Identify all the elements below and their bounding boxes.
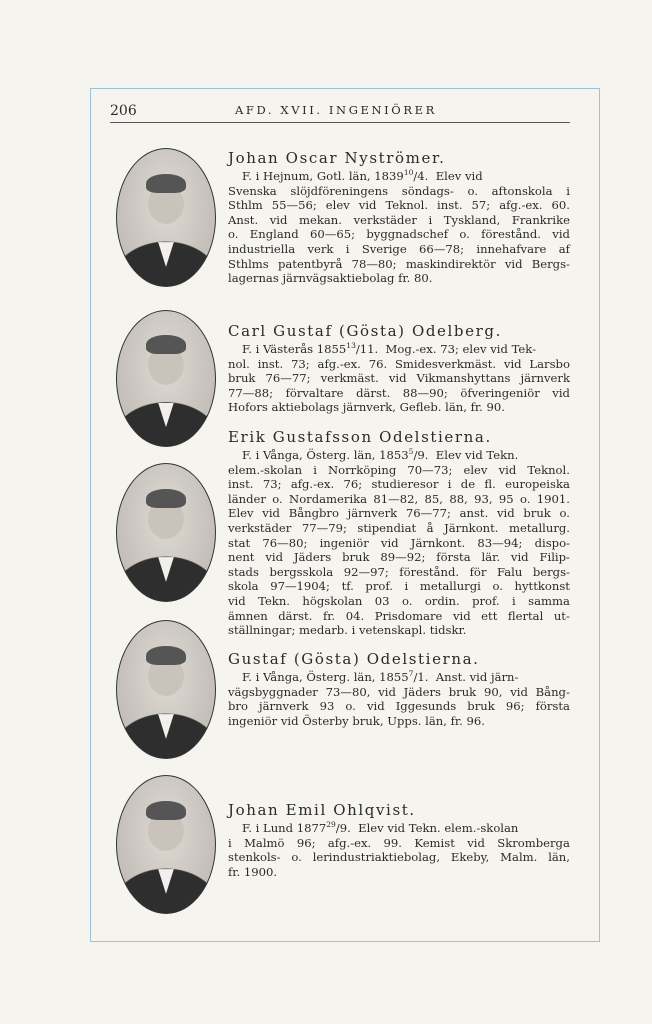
bio-text: F. i Västerås 1855	[242, 342, 347, 356]
portrait-photo-gustaf-odelstierna	[116, 620, 216, 759]
bio-line: ingeniör vid Österby bruk, Upps. län, fr. 96.	[228, 713, 485, 728]
person-name: Erik Gustafsson Odelstierna.	[228, 428, 492, 446]
person-name: Gustaf (Gösta) Odelstierna.	[228, 650, 480, 668]
biography-entry	[228, 322, 570, 415]
bio-line: stads bergsskola 92—97; förestånd. för Falu bergs-	[228, 564, 570, 579]
bio-line	[228, 342, 570, 357]
bio-line: industriella verk i Sverige 66—78; innehafvare af	[228, 241, 570, 256]
birth-day-superscript: 29	[326, 820, 336, 830]
bio-line: nol. inst. 73; afg.-ex. 76. Smidesverkmäst. vid Larsbo	[228, 356, 570, 371]
bio-line: elem.-skolan i Norrköping 70—73; elev vid Teknol.	[228, 462, 570, 477]
bio-line: i Malmö 96; afg.-ex. 99. Kemist vid Skromberga	[228, 835, 570, 850]
bio-line: 77—88; förvaltare därst. 88—90; öfveringeniör vid	[228, 385, 570, 400]
bio-line: Anst. vid mekan. verkstäder i Tyskland, Frankrike	[228, 212, 570, 227]
person-name: Johan Oscar Nyströmer.	[228, 149, 446, 167]
bio-line: stenkols- o. lerindustriaktiebolag, Ekeby, Malm. län,	[228, 850, 570, 865]
birth-day-superscript: 5	[408, 447, 414, 457]
bio-line: vid Tekn. högskolan 03 o. ordin. prof. i samma	[228, 593, 570, 608]
bio-text: /4. Elev vid	[413, 169, 483, 183]
biography-entry	[228, 801, 570, 879]
bio-line: Sthlm 55—56; elev vid Teknol. inst. 57; afg.-ex. 60.	[228, 198, 570, 213]
bio-line: verkstäder 77—79; stipendiat å Järnkont. metallurg.	[228, 520, 570, 535]
bio-line: vägsbyggnader 73—80, vid Jäders bruk 90, vid Bång-	[228, 684, 570, 699]
bio-line: Svenska slöjdföreningens söndags- o. aftonskola i	[228, 183, 570, 198]
person-name: Carl Gustaf (Gösta) Odelberg.	[228, 322, 502, 340]
bio-line: Sthlms patentbyrå 78—80; maskindirektör vid Bergs-	[228, 256, 570, 271]
bio-line: länder o. Nordamerika 81—82, 85, 88, 93, 95 o. 1901.	[228, 491, 570, 506]
portrait-photo-erik-odelstierna	[116, 463, 216, 602]
person-name: Johan Emil Ohlqvist.	[228, 801, 416, 819]
birth-day-superscript: 13	[346, 341, 356, 351]
portrait-photo-odelberg	[116, 310, 216, 447]
bio-line	[228, 821, 570, 836]
bio-text: /1. Anst. vid järn-	[413, 670, 519, 684]
bio-line: ämnen därst. fr. 04. Prisdomare vid ett flertal ut-	[228, 608, 570, 623]
biography-entry	[228, 650, 570, 728]
bio-line: nent vid Jäders bruk 89—92; första lär. vid Filip-	[228, 550, 570, 565]
bio-line: bruk 76—77; verkmäst. vid Vikmanshyttans järnverk	[228, 371, 570, 386]
biography-entry	[228, 149, 570, 286]
running-title: AFD. XVII. INGENIÖRER	[235, 103, 437, 117]
bio-line: bro järnverk 93 o. vid Iggesunds bruk 96; första	[228, 699, 570, 714]
bio-text: F. i Vånga, Österg. län, 1855	[242, 670, 409, 684]
bio-text: F. i Lund 1877	[242, 821, 327, 835]
bio-text: F. i Vånga, Österg. län, 1853	[242, 448, 409, 462]
bio-line: Elev vid Bångbro järnverk 76—77; anst. vid bruk o.	[228, 506, 570, 521]
portrait-photo-ohlqvist	[116, 775, 216, 914]
birth-day-superscript: 10	[403, 168, 414, 178]
bio-line: o. England 60—65; byggnadschef o. förestånd. vid	[228, 227, 570, 242]
bio-text: /11. Mog.-ex. 73; elev vid Tek-	[355, 342, 537, 356]
bio-line: ställningar; medarb. i vetenskapl. tidskr.	[228, 623, 467, 638]
bio-text: F. i Hejnum, Gotl. län, 1839	[242, 169, 404, 183]
bio-line	[228, 169, 570, 184]
bio-text: /9. Elev vid Tekn.	[413, 448, 519, 462]
biography-entry	[228, 428, 570, 638]
bio-line: Hofors aktiebolags järnverk, Gefleb. län, fr. 90.	[228, 400, 505, 415]
bio-line	[228, 670, 570, 685]
bio-line: lagernas järnvägsaktiebolag fr. 80.	[228, 271, 433, 286]
bio-line	[228, 448, 570, 463]
bio-text: /9. Elev vid Tekn. elem.-skolan	[335, 821, 519, 835]
birth-day-superscript: 7	[408, 669, 414, 679]
bio-line: skola 97—1904; tf. prof. i metallurgi o. hyttkonst	[228, 579, 570, 594]
portrait-photo-nystromer	[116, 148, 216, 287]
bio-line: stat 76—80; ingeniör vid Järnkont. 83—94; dispo-	[228, 535, 570, 550]
header-rule	[110, 122, 570, 123]
bio-line: inst. 73; afg.-ex. 76; studieresor i de fl. europeiska	[228, 477, 570, 492]
page-number: 206	[110, 103, 137, 119]
bio-line: fr. 1900.	[228, 864, 278, 879]
